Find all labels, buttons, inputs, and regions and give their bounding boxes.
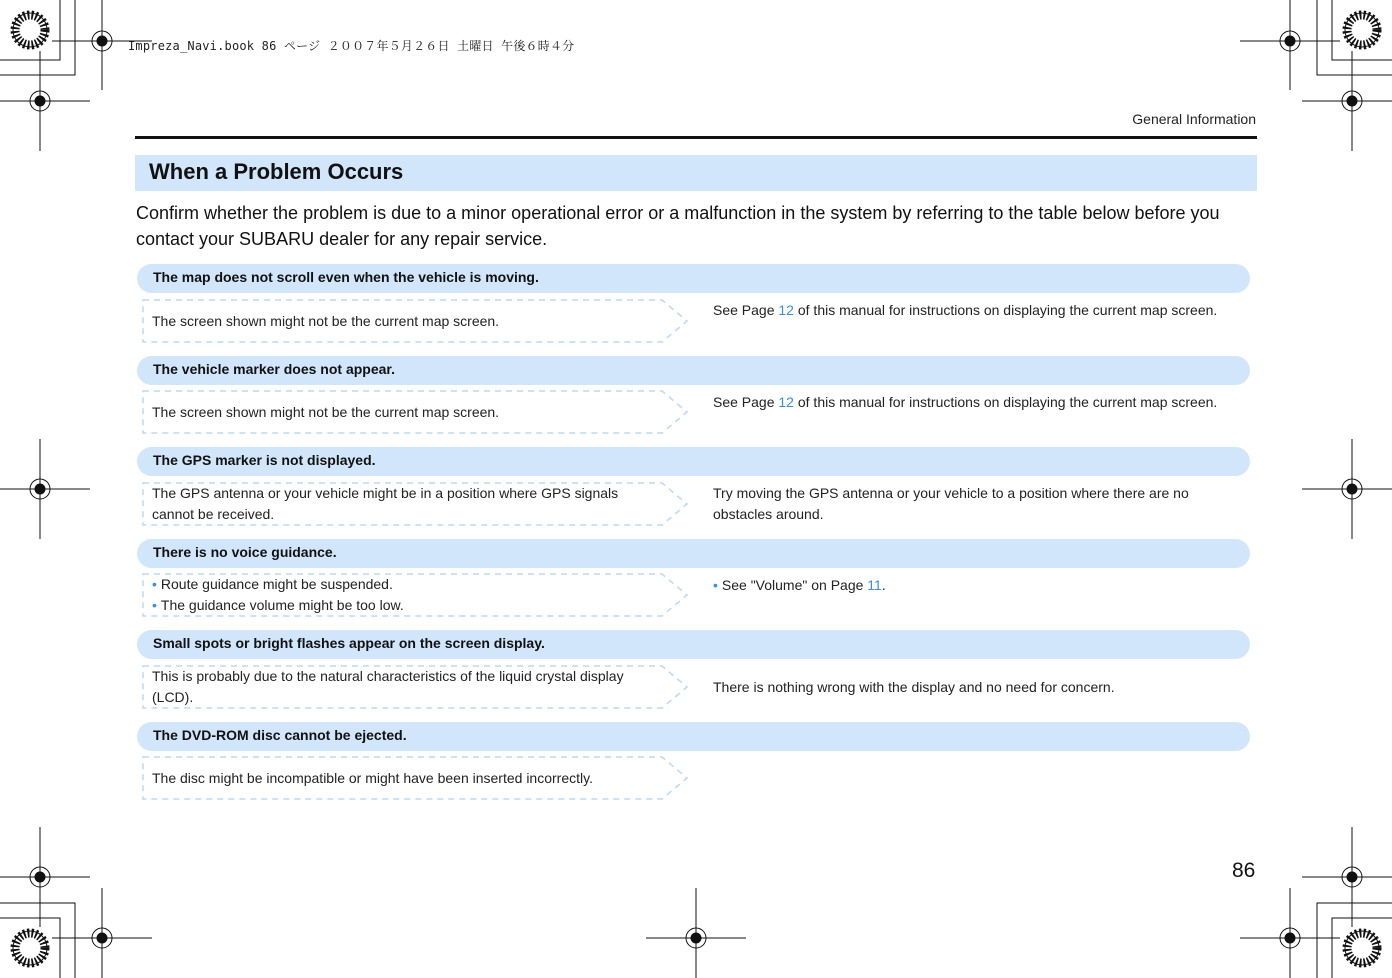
remedy-text: There is nothing wrong with the display and no need for concern. [713,678,1115,695]
starburst-target [13,931,47,965]
bullet-icon: • [152,576,157,592]
page-title: When a Problem Occurs [149,159,404,184]
cause-bullet: • The guidance volume might be too low. [152,597,404,613]
registration-mark [646,888,746,978]
problem-heading-text: The GPS marker is not displayed. [153,452,376,468]
registration-mark [52,888,152,978]
page-link[interactable]: 12 [778,394,794,410]
starburst-target [1345,931,1379,965]
problem-heading-text: The DVD-ROM disc cannot be ejected. [153,727,407,743]
remedy-text: • See "Volume" on Page 11. [713,577,886,593]
registration-mark [0,827,90,927]
remedy-text: See Page 12 of this manual for instructions on displaying the current map screen. [713,394,1218,410]
registration-mark [1302,827,1392,927]
bullet-icon: • [713,577,718,593]
cause-text: The GPS antenna or your vehicle might be in a position where GPS signals cannot be received. [152,485,619,522]
registration-mark [1240,888,1340,978]
problem-heading-text: Small spots or bright flashes appear on the screen display. [153,635,545,651]
starburst-target [13,13,47,47]
page-link[interactable]: 12 [778,302,794,318]
problem-heading-text: The vehicle marker does not appear. [153,361,395,377]
registration-mark [0,439,90,539]
problem-heading-text: The map does not scroll even when the vehicle is moving. [153,269,539,285]
page-number: 86 [1232,859,1256,882]
cause-text: This is probably due to the natural characteristics of the liquid crystal display (LCD). [152,668,624,705]
cause-text: The disc might be incompatible or might have been inserted incorrectly. [152,769,593,786]
registration-mark [52,0,152,90]
remedy-text: See Page 12 of this manual for instructions on displaying the current map screen. [713,302,1218,318]
bullet-icon: • [152,597,157,613]
registration-mark [0,51,90,151]
cause-bullet: • Route guidance might be suspended. [152,576,393,592]
cause-text: The screen shown might not be the current map screen. [152,403,500,420]
printer-slug: Impreza_Navi.book 86 ページ ２００７年５月２６日 土曜日 午後６時４分 [128,39,575,53]
section-header: General Information [1132,111,1256,127]
registration-mark [1302,439,1392,539]
remedy-text: Try moving the GPS antenna or your vehicle to a position where there are no obstacles around. [713,485,1189,522]
problem-heading-text: There is no voice guidance. [153,544,337,560]
intro-paragraph: Confirm whether the problem is due to a minor operational error or a malfunction in the system by referring to the table below before you contact your SUBARU dealer for any repair service. [136,203,1220,249]
registration-mark [1302,51,1392,151]
page-link[interactable]: 11 [867,577,882,593]
registration-mark [1240,0,1340,90]
starburst-target [1345,13,1379,47]
cause-text: The screen shown might not be the current map screen. [152,312,500,329]
